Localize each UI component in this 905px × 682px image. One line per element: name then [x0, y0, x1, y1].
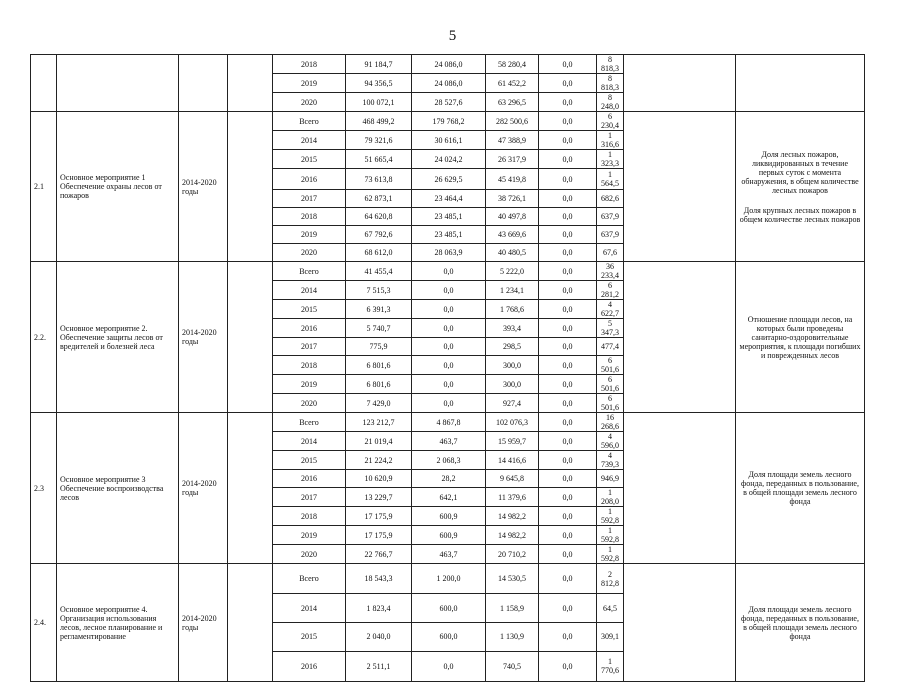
- section-number: 2.2.: [31, 262, 57, 413]
- local-cell: 0,0: [539, 651, 597, 681]
- other-cell: 477,4: [597, 338, 624, 356]
- total-cell: 21 019,4: [346, 432, 412, 451]
- page-number: 5: [448, 28, 457, 44]
- empty-cell: [624, 564, 736, 682]
- empty-cell: [228, 262, 273, 413]
- regional-cell: 26 317,9: [486, 150, 539, 169]
- federal-cell: 179 768,2: [412, 112, 486, 131]
- indicator-text: Доля площади земель лесного фонда, переданных в пользование, в общей площади земель лесного фонда: [741, 604, 859, 641]
- total-cell: 2 511,1: [346, 651, 412, 681]
- federal-cell: 600,0: [412, 622, 486, 651]
- indicator-text: Доля крупных лесных пожаров в общем количестве лесных пожаров: [739, 205, 861, 224]
- regional-cell: 5 222,0: [486, 262, 539, 281]
- federal-cell: 2 068,3: [412, 451, 486, 470]
- year-cell: 2019: [273, 226, 346, 244]
- regional-cell: 1 768,6: [486, 300, 539, 319]
- total-cell: 21 224,2: [346, 451, 412, 470]
- federal-cell: 23 464,4: [412, 190, 486, 208]
- federal-cell: 30 616,1: [412, 131, 486, 150]
- total-cell: 91 184,7: [346, 55, 412, 74]
- federal-cell: 600,9: [412, 526, 486, 545]
- local-cell: 0,0: [539, 564, 597, 594]
- federal-cell: 28 063,9: [412, 244, 486, 262]
- local-cell: 0,0: [539, 262, 597, 281]
- year-cell: 2020: [273, 93, 346, 112]
- local-cell: 0,0: [539, 488, 597, 507]
- regional-cell: 40 497,8: [486, 208, 539, 226]
- local-cell: 0,0: [539, 413, 597, 432]
- total-cell: 17 175,9: [346, 526, 412, 545]
- federal-cell: 0,0: [412, 338, 486, 356]
- year-cell: 2016: [273, 470, 346, 488]
- year-cell: 2017: [273, 338, 346, 356]
- total-cell: 775,9: [346, 338, 412, 356]
- regional-cell: 740,5: [486, 651, 539, 681]
- total-cell: 41 455,4: [346, 262, 412, 281]
- federal-cell: 24 086,0: [412, 55, 486, 74]
- total-cell: 51 665,4: [346, 150, 412, 169]
- year-cell: 2018: [273, 208, 346, 226]
- other-cell: 4 622,7: [597, 300, 624, 319]
- local-cell: 0,0: [539, 319, 597, 338]
- year-cell: 2020: [273, 244, 346, 262]
- regional-cell: 61 452,2: [486, 74, 539, 93]
- local-cell: 0,0: [539, 244, 597, 262]
- other-cell: 6 281,2: [597, 281, 624, 300]
- regional-cell: 63 296,5: [486, 93, 539, 112]
- year-cell: 2014: [273, 131, 346, 150]
- other-cell: 637,9: [597, 226, 624, 244]
- indicator-gap: [739, 195, 861, 206]
- local-cell: 0,0: [539, 470, 597, 488]
- other-cell: 682,6: [597, 190, 624, 208]
- section-period: 2014-2020 годы: [179, 112, 228, 262]
- year-cell: 2019: [273, 74, 346, 93]
- regional-cell: 20 710,2: [486, 545, 539, 564]
- other-cell: 64,5: [597, 594, 624, 623]
- federal-cell: 463,7: [412, 545, 486, 564]
- regional-cell: 38 726,1: [486, 190, 539, 208]
- other-cell: 1 564,5: [597, 169, 624, 190]
- federal-cell: 0,0: [412, 356, 486, 375]
- table-body: [31, 55, 865, 682]
- regional-cell: 102 076,3: [486, 413, 539, 432]
- total-cell: 7 429,0: [346, 394, 412, 413]
- number-cell: [31, 55, 57, 112]
- year-cell: Всего: [273, 564, 346, 594]
- year-cell: 2014: [273, 432, 346, 451]
- indicator-cell: [736, 55, 865, 112]
- year-cell: 2015: [273, 300, 346, 319]
- local-cell: 0,0: [539, 281, 597, 300]
- year-cell: 2017: [273, 190, 346, 208]
- federal-cell: 0,0: [412, 262, 486, 281]
- indicator-text: Отношение площади лесов, на которых были проведены санитарно-оздоровительные мероприятия, к площади погибших и поврежденных лесов: [739, 314, 861, 360]
- federal-cell: 1 200,0: [412, 564, 486, 594]
- local-cell: 0,0: [539, 507, 597, 526]
- total-cell: 123 212,7: [346, 413, 412, 432]
- total-cell: 6 391,3: [346, 300, 412, 319]
- regional-cell: 282 500,6: [486, 112, 539, 131]
- regional-cell: 14 416,6: [486, 451, 539, 470]
- regional-cell: 300,0: [486, 356, 539, 375]
- section-period: 2014-2020 годы: [179, 564, 228, 682]
- indicator-text: Доля лесных пожаров, ликвидированных в течение первых суток с момента обнаружения, в общем количестве лесных пожаров: [741, 149, 859, 195]
- total-cell: 68 612,0: [346, 244, 412, 262]
- year-cell: 2016: [273, 169, 346, 190]
- table-row: [31, 564, 865, 594]
- section-number: 2.1: [31, 112, 57, 262]
- year-cell: 2020: [273, 394, 346, 413]
- other-cell: 6 501,6: [597, 356, 624, 375]
- regional-cell: 300,0: [486, 375, 539, 394]
- empty-cell: [624, 112, 736, 262]
- year-cell: Всего: [273, 413, 346, 432]
- local-cell: 0,0: [539, 451, 597, 470]
- local-cell: 0,0: [539, 74, 597, 93]
- year-cell: 2015: [273, 451, 346, 470]
- federal-cell: 463,7: [412, 432, 486, 451]
- local-cell: 0,0: [539, 432, 597, 451]
- total-cell: 10 620,9: [346, 470, 412, 488]
- local-cell: 0,0: [539, 169, 597, 190]
- empty-cell: [624, 55, 736, 112]
- regional-cell: 1 130,9: [486, 622, 539, 651]
- local-cell: 0,0: [539, 93, 597, 112]
- year-cell: Всего: [273, 262, 346, 281]
- local-cell: 0,0: [539, 208, 597, 226]
- table-row: [31, 413, 865, 432]
- federal-cell: 24 024,2: [412, 150, 486, 169]
- federal-cell: 24 086,0: [412, 74, 486, 93]
- year-cell: 2018: [273, 55, 346, 74]
- total-cell: 62 873,1: [346, 190, 412, 208]
- local-cell: 0,0: [539, 526, 597, 545]
- federal-cell: 600,9: [412, 507, 486, 526]
- other-cell: 36 233,4: [597, 262, 624, 281]
- federal-cell: 600,0: [412, 594, 486, 623]
- federal-cell: 0,0: [412, 651, 486, 681]
- local-cell: 0,0: [539, 112, 597, 131]
- total-cell: 6 801,6: [346, 356, 412, 375]
- other-cell: 1 208,0: [597, 488, 624, 507]
- local-cell: 0,0: [539, 55, 597, 74]
- year-cell: 2016: [273, 319, 346, 338]
- section-indicator: [736, 564, 865, 682]
- local-cell: 0,0: [539, 190, 597, 208]
- year-cell: 2019: [273, 526, 346, 545]
- regional-cell: 15 959,7: [486, 432, 539, 451]
- other-cell: 16 268,6: [597, 413, 624, 432]
- regional-cell: 298,5: [486, 338, 539, 356]
- federal-cell: 0,0: [412, 300, 486, 319]
- total-cell: 6 801,6: [346, 375, 412, 394]
- other-cell: 1 770,6: [597, 651, 624, 681]
- federal-cell: 4 867,8: [412, 413, 486, 432]
- empty-cell: [624, 262, 736, 413]
- regional-cell: 1 234,1: [486, 281, 539, 300]
- section-indicator: [736, 413, 865, 564]
- federal-cell: 23 485,1: [412, 226, 486, 244]
- year-cell: 2018: [273, 507, 346, 526]
- budget-table: [30, 54, 865, 682]
- other-cell: 1 592,8: [597, 545, 624, 564]
- regional-cell: 11 379,6: [486, 488, 539, 507]
- regional-cell: 14 982,2: [486, 507, 539, 526]
- total-cell: 100 072,1: [346, 93, 412, 112]
- other-cell: 1 592,8: [597, 507, 624, 526]
- regional-cell: 1 158,9: [486, 594, 539, 623]
- other-cell: 6 501,6: [597, 394, 624, 413]
- regional-cell: 14 982,2: [486, 526, 539, 545]
- regional-cell: 40 480,5: [486, 244, 539, 262]
- regional-cell: 927,4: [486, 394, 539, 413]
- table-row: [31, 112, 865, 131]
- other-cell: 1 592,8: [597, 526, 624, 545]
- regional-cell: 9 645,8: [486, 470, 539, 488]
- period-cell: [179, 55, 228, 112]
- local-cell: 0,0: [539, 226, 597, 244]
- regional-cell: 45 419,8: [486, 169, 539, 190]
- regional-cell: 14 530,5: [486, 564, 539, 594]
- indicator-text: Доля площади земель лесного фонда, переданных в пользование, в общей площади земель лесного фонда: [741, 470, 859, 506]
- other-cell: 67,6: [597, 244, 624, 262]
- year-cell: 2018: [273, 356, 346, 375]
- year-cell: 2015: [273, 150, 346, 169]
- regional-cell: 47 388,9: [486, 131, 539, 150]
- name-cell: [57, 55, 179, 112]
- total-cell: 67 792,6: [346, 226, 412, 244]
- other-cell: 8 818,3: [597, 55, 624, 74]
- section-name: Основное мероприятие 2. Обеспечение защиты лесов от вредителей и болезней леса: [57, 262, 179, 413]
- section-indicator: [736, 112, 865, 262]
- year-cell: 2019: [273, 375, 346, 394]
- section-number: 2.3: [31, 413, 57, 564]
- federal-cell: 26 629,5: [412, 169, 486, 190]
- federal-cell: 0,0: [412, 281, 486, 300]
- year-cell: 2020: [273, 545, 346, 564]
- total-cell: 79 321,6: [346, 131, 412, 150]
- federal-cell: 0,0: [412, 319, 486, 338]
- total-cell: 17 175,9: [346, 507, 412, 526]
- empty-cell: [624, 413, 736, 564]
- total-cell: 13 229,7: [346, 488, 412, 507]
- local-cell: 0,0: [539, 150, 597, 169]
- other-cell: 946,9: [597, 470, 624, 488]
- total-cell: 7 515,3: [346, 281, 412, 300]
- total-cell: 1 823,4: [346, 594, 412, 623]
- other-cell: 4 596,0: [597, 432, 624, 451]
- other-cell: 8 818,3: [597, 74, 624, 93]
- total-cell: 94 356,5: [346, 74, 412, 93]
- federal-cell: 0,0: [412, 394, 486, 413]
- other-cell: 309,1: [597, 622, 624, 651]
- local-cell: 0,0: [539, 394, 597, 413]
- local-cell: 0,0: [539, 131, 597, 150]
- local-cell: 0,0: [539, 338, 597, 356]
- local-cell: 0,0: [539, 622, 597, 651]
- total-cell: 2 040,0: [346, 622, 412, 651]
- empty-cell: [228, 413, 273, 564]
- section-indicator: [736, 262, 865, 413]
- empty-cell: [228, 55, 273, 112]
- other-cell: 637,9: [597, 208, 624, 226]
- other-cell: 6 501,6: [597, 375, 624, 394]
- year-cell: Всего: [273, 112, 346, 131]
- other-cell: 4 739,3: [597, 451, 624, 470]
- other-cell: 1 316,6: [597, 131, 624, 150]
- empty-cell: [228, 112, 273, 262]
- total-cell: 5 740,7: [346, 319, 412, 338]
- section-number: 2.4.: [31, 564, 57, 682]
- year-cell: 2015: [273, 622, 346, 651]
- regional-cell: 393,4: [486, 319, 539, 338]
- federal-cell: 23 485,1: [412, 208, 486, 226]
- regional-cell: 43 669,6: [486, 226, 539, 244]
- total-cell: 64 620,8: [346, 208, 412, 226]
- local-cell: 0,0: [539, 545, 597, 564]
- federal-cell: 0,0: [412, 375, 486, 394]
- local-cell: 0,0: [539, 375, 597, 394]
- other-cell: 8 248,0: [597, 93, 624, 112]
- federal-cell: 28 527,6: [412, 93, 486, 112]
- table-row: [31, 55, 865, 74]
- section-name: Основное мероприятие 3 Обеспечение воспроизводства лесов: [57, 413, 179, 564]
- section-name: Основное мероприятие 4. Организация использования лесов, лесное планирование и регламентирование: [57, 564, 179, 682]
- other-cell: 1 323,3: [597, 150, 624, 169]
- year-cell: 2014: [273, 281, 346, 300]
- year-cell: 2014: [273, 594, 346, 623]
- local-cell: 0,0: [539, 594, 597, 623]
- local-cell: 0,0: [539, 356, 597, 375]
- empty-cell: [228, 564, 273, 682]
- section-period: 2014-2020 годы: [179, 262, 228, 413]
- section-period: 2014-2020 годы: [179, 413, 228, 564]
- total-cell: 73 613,8: [346, 169, 412, 190]
- total-cell: 468 499,2: [346, 112, 412, 131]
- year-cell: 2016: [273, 651, 346, 681]
- section-name: Основное мероприятие 1 Обеспечение охраны лесов от пожаров: [57, 112, 179, 262]
- table-row: [31, 262, 865, 281]
- local-cell: 0,0: [539, 300, 597, 319]
- total-cell: 18 543,3: [346, 564, 412, 594]
- regional-cell: 58 280,4: [486, 55, 539, 74]
- other-cell: 2 812,8: [597, 564, 624, 594]
- total-cell: 22 766,7: [346, 545, 412, 564]
- federal-cell: 642,1: [412, 488, 486, 507]
- federal-cell: 28,2: [412, 470, 486, 488]
- other-cell: 5 347,3: [597, 319, 624, 338]
- other-cell: 6 230,4: [597, 112, 624, 131]
- year-cell: 2017: [273, 488, 346, 507]
